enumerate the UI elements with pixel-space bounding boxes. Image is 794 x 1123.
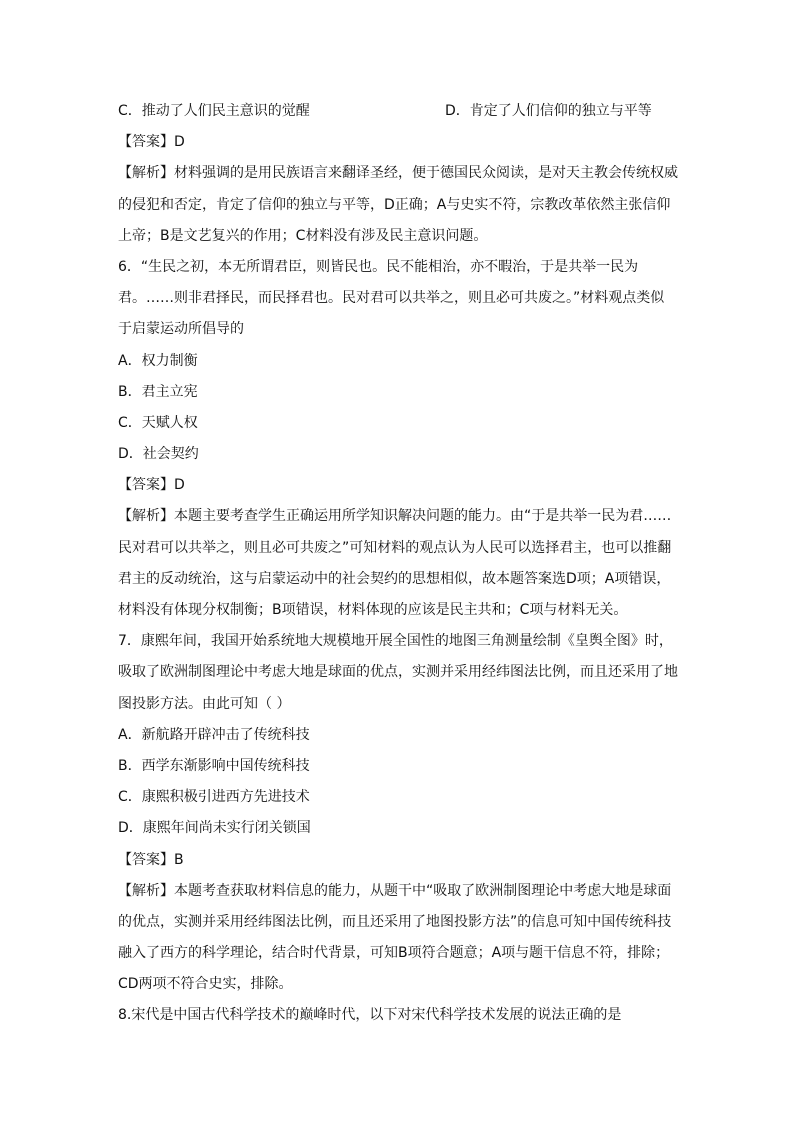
question-6-stem: 君。……则非君择民，而民择君也。民对君可以共举之，则且必可共废之。”材料观点类似 — [118, 290, 665, 307]
analysis-line: 融入了西方的科学理论，结合时代背景，可知B项符合题意；A项与题干信息不符，排除； — [118, 945, 670, 962]
analysis-line: 民对君可以共举之，则且必可共废之”可知材料的观点认为人民可以选择君主，也可以推翻 — [118, 539, 672, 556]
analysis-line: 材料没有体现分权制衡；B项错误，材料体现的应该是民主共和；C项与材料无关。 — [118, 602, 628, 618]
question-7-option-a: A．新航路开辟冲击了传统科技 — [118, 726, 310, 743]
question-6-stem: 6．“生民之初，本无所谓君臣，则皆民也。民不能相治，亦不暇治，于是共举一民为 — [118, 258, 639, 275]
question-6-option-a: A．权力制衡 — [118, 352, 198, 369]
question-6-stem: 于启蒙运动所倡导的 — [118, 321, 244, 338]
option-d: D．肯定了人们信仰的独立与平等 — [445, 103, 652, 119]
answer-line: 【答案】B — [118, 851, 184, 868]
question-7-stem: 吸取了欧洲制图理论中考虑大地是球面的优点，实测并采用经纬图法比例，而且还采用了地 — [118, 664, 678, 681]
analysis-line: 的优点，实测并采用经纬图法比例，而且还采用了地图投影方法”的信息可知中国传统科技 — [118, 913, 672, 930]
question-7-option-d: D．康熙年间尚未实行闭关锁国 — [118, 820, 311, 837]
question-7-option-b: B．西学东渐影响中国传统科技 — [118, 757, 310, 774]
option-row-cd — [118, 96, 678, 127]
question-6-option-b: B．君主立宪 — [118, 383, 198, 400]
analysis-line: 【解析】本题考查获取材料信息的能力，从题干中“吸取了欧洲制图理论中考虑大地是球面 — [118, 882, 672, 899]
answer-line: 【答案】D — [118, 134, 185, 151]
question-7-stem: 图投影方法。由此可知（ ） — [118, 695, 291, 712]
question-6-option-d: D．社会契约 — [118, 446, 199, 463]
analysis-line: 上帝；B是文艺复兴的作用；C材料没有涉及民主意识问题。 — [118, 227, 488, 244]
answer-line: 【答案】D — [118, 477, 185, 494]
option-c: C．推动了人们民主意识的觉醒 — [118, 103, 310, 119]
question-7-stem: 7．康熙年间，我国开始系统地大规模地开展全国性的地图三角测量绘制《皇舆全图》时， — [118, 633, 673, 650]
question-7-option-c: C．康熙积极引进西方先进技术 — [118, 789, 310, 806]
analysis-line: 【解析】材料强调的是用民族语言来翻译圣经，便于德国民众阅读，是对天主教会传统权威 — [118, 165, 678, 182]
analysis-line: 的侵犯和否定，肯定了信仰的独立与平等，D正确；A与史实不符，宗教改革依然主张信仰 — [118, 196, 671, 213]
question-8-stem: 8.宋代是中国古代科学技术的巅峰时代，以下对宋代科学技术发展的说法正确的是 — [118, 1007, 622, 1024]
document-page — [118, 96, 678, 1032]
question-6-option-c: C．天赋人权 — [118, 414, 198, 431]
analysis-line: 君主的反动统治，这与启蒙运动中的社会契约的思想相似，故本题答案选D项；A项错误， — [118, 570, 671, 587]
analysis-line: CD两项不符合史实，排除。 — [118, 976, 293, 993]
analysis-line: 【解析】本题主要考查学生正确运用所学知识解决问题的能力。由“于是共举一民为君…… — [118, 508, 672, 525]
